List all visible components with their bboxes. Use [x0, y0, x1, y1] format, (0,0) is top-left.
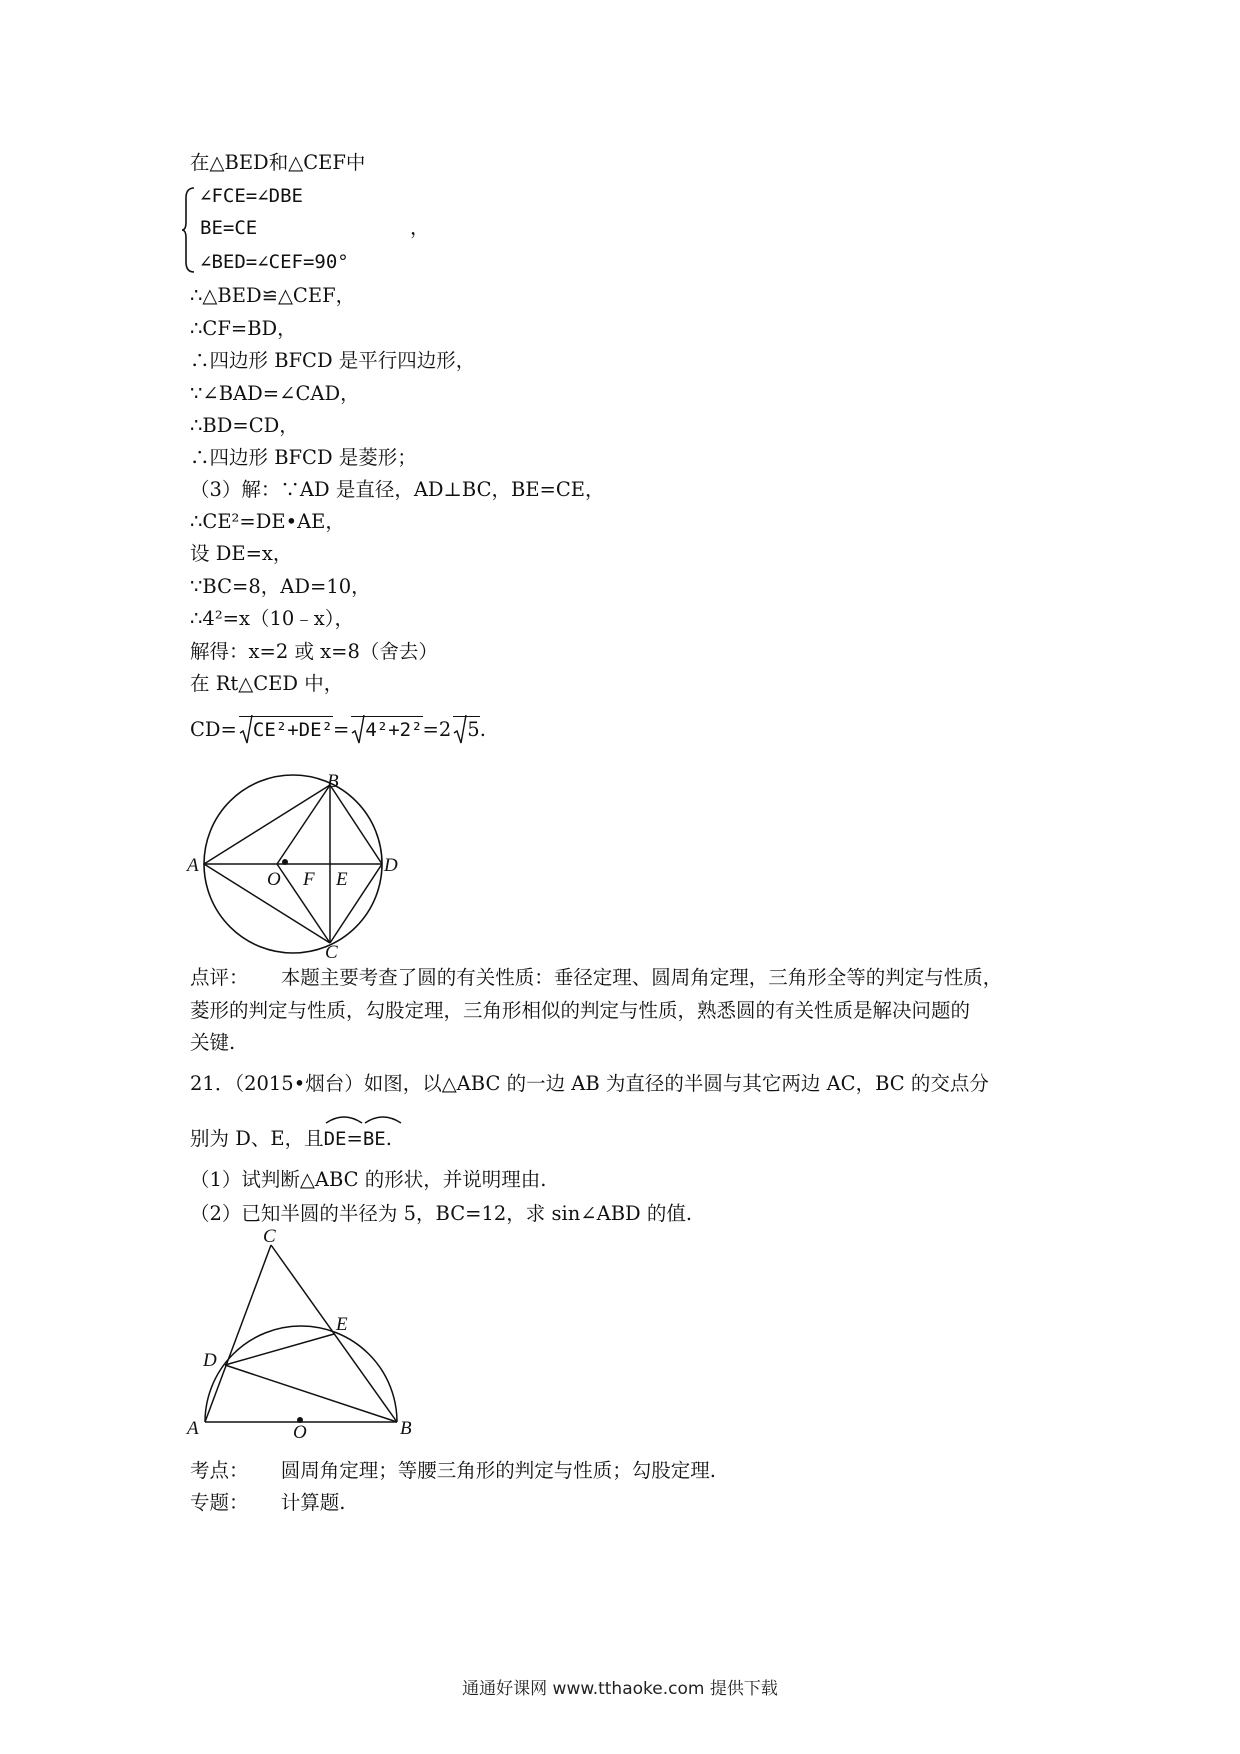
fig1-label-d: D	[384, 855, 398, 876]
cd-formula	[190, 716, 486, 743]
fig2-label-o: O	[293, 1422, 307, 1443]
arc-be-label: BE	[362, 1128, 386, 1150]
arc-de	[324, 1120, 347, 1152]
fig1-label-b: B	[327, 771, 339, 792]
fig1-label-e: E	[336, 869, 348, 890]
cd-end: .	[479, 718, 486, 741]
problem-21-line2-prefix: 别为 D、E，且	[190, 1127, 324, 1150]
system-eq-2: BE=CE	[200, 217, 258, 239]
proof-line-3: ∴CF=BD，	[190, 317, 297, 340]
proof-line-2: ∴△BED≌△CEF，	[190, 284, 356, 307]
system-comma: ，	[410, 216, 430, 239]
fig1-label-c: C	[325, 942, 338, 963]
proof-line-4: ∴四边形 BFCD 是平行四边形，	[190, 349, 476, 372]
problem-21-line2-end: .	[385, 1127, 392, 1150]
problem-21-q1: （1）试判断△ABC 的形状，并说明理由.	[190, 1168, 547, 1191]
proof-line-9: ∴CE²=DE•AE，	[190, 510, 345, 533]
sqrt-radicand-1: CE²+DE²	[252, 719, 333, 741]
sqrt-icon	[351, 716, 422, 743]
proof-line-7: ∴四边形 BFCD 是菱形；	[190, 446, 417, 469]
comment-line-2: 菱形的判定与性质，勾股定理，三角形相似的判定与性质，熟悉圆的有关性质是解决问题的	[190, 999, 971, 1022]
fig2-label-d: D	[203, 1350, 217, 1371]
sqrt-icon	[239, 716, 333, 743]
proof-line-6: ∴BD=CD，	[190, 414, 299, 437]
comment-text-1: 本题主要考查了圆的有关性质：垂径定理、圆周角定理，三角形全等的判定与性质，	[280, 966, 1003, 989]
proof-line-13: 解得：x=2 或 x=8（舍去）	[190, 640, 438, 663]
problem-21-line-2	[190, 1120, 392, 1152]
system-eq-3: ∠BED=∠CEF=90°	[200, 251, 349, 273]
kaodian-value: 圆周角定理；等腰三角形的判定与性质；勾股定理.	[280, 1459, 716, 1482]
cd-eq2: =2	[422, 718, 452, 741]
kaodian-label: 考点：	[190, 1459, 249, 1482]
system-eq-1: ∠FCE=∠DBE	[200, 185, 303, 207]
comment-label: 点评：	[190, 966, 249, 989]
sqrt-radicand-2: 4²+2²	[365, 719, 423, 741]
zhuanti-row	[190, 1490, 345, 1516]
proof-line-8: （3）解：∵AD 是直径，AD⊥BC，BE=CE，	[190, 478, 605, 501]
problem-21-line-1: 21．（2015•烟台）如图，以△ABC 的一边 AB 为直径的半圆与其它两边 AC，BC 的交点分	[190, 1072, 989, 1095]
proof-line-1: 在△BED和△CEF中	[190, 151, 366, 174]
comment-line-3: 关键.	[190, 1031, 236, 1054]
problem-21-q2: （2）已知半圆的半径为 5，BC=12，求 sin∠ABD 的值.	[190, 1202, 693, 1225]
proof-line-11: ∵BC=8，AD=10，	[190, 575, 371, 598]
page-footer: 通通好课网 www.tthaoke.com 提供下载	[462, 1679, 778, 1699]
arc-eq: =	[346, 1127, 363, 1150]
fig1-label-f: F	[303, 869, 315, 890]
fig1-label-a: A	[187, 855, 199, 876]
fig2-label-c: C	[263, 1226, 276, 1247]
comment-line-1	[190, 965, 1002, 991]
arc-be	[363, 1120, 386, 1152]
fig2-label-a: A	[187, 1418, 199, 1439]
sqrt-icon	[453, 716, 479, 743]
proof-line-5: ∵∠BAD=∠CAD，	[190, 382, 360, 405]
proof-line-14: 在 Rt△CED 中，	[190, 672, 344, 695]
fig2-label-e: E	[336, 1314, 348, 1335]
proof-line-10: 设 DE=x，	[190, 542, 293, 565]
sqrt-radicand-3: 5	[467, 718, 480, 741]
figure-circle-rhombus	[185, 771, 398, 963]
zhuanti-label: 专题：	[190, 1491, 249, 1514]
fig1-label-o: O	[267, 869, 281, 890]
fig2-label-b: B	[400, 1418, 412, 1439]
kaodian-row	[190, 1458, 716, 1484]
system-brace-icon	[182, 186, 196, 274]
arc-de-label: DE	[323, 1128, 347, 1150]
proof-line-12: ∴4²=x（10﹣x），	[190, 607, 355, 630]
cd-eq: =	[332, 718, 350, 741]
zhuanti-value: 计算题.	[280, 1491, 346, 1514]
cd-prefix: CD=	[190, 718, 237, 741]
figure-triangle-semicircle	[185, 1228, 425, 1442]
